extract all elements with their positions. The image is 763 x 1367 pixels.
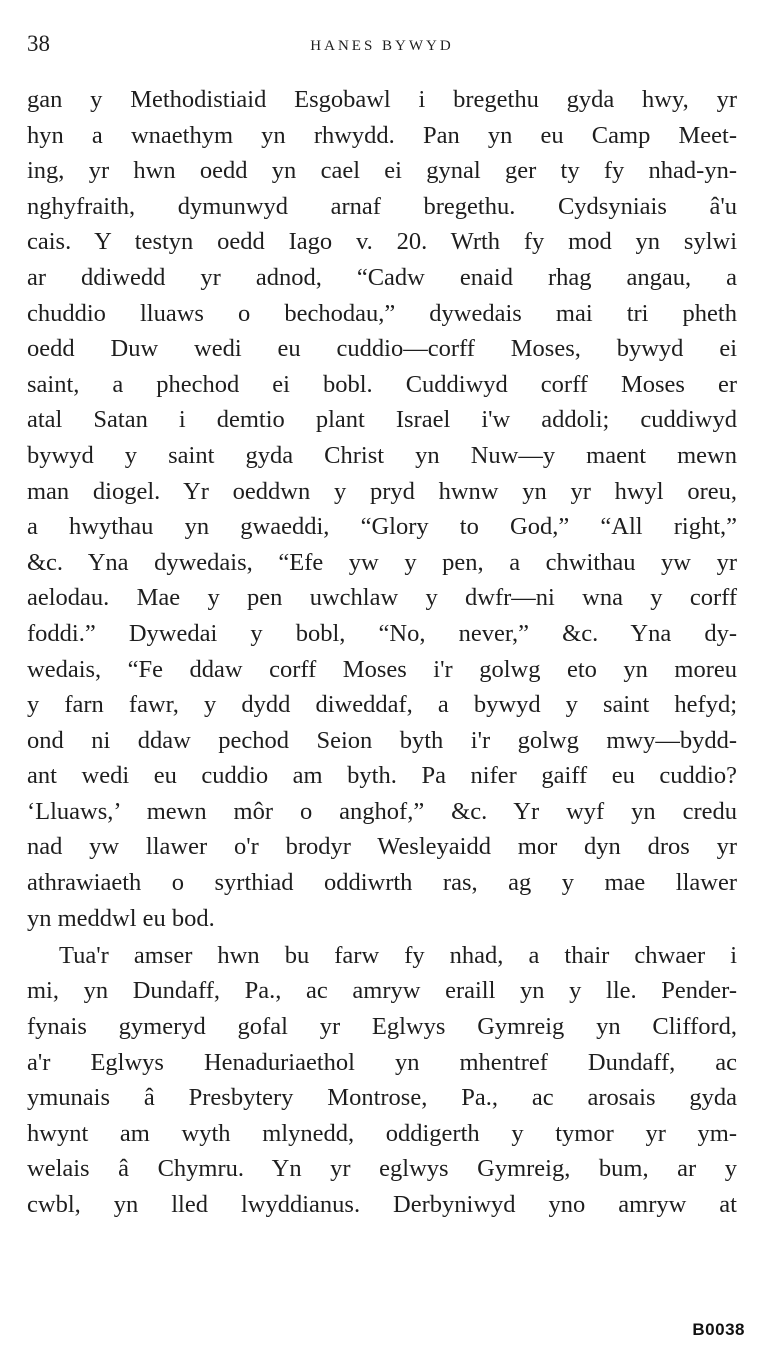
text-line: wedais, “Fe ddaw corff Moses i'r golwg eto yn moreu: [27, 655, 737, 683]
text-line: ymunais â Presbytery Montrose, Pa., ac arosais gyda: [27, 1084, 737, 1112]
text-line: a'r Eglwys Henaduriaethol yn mhentref Dundaff, ac: [27, 1048, 737, 1076]
text-line: oedd Duw wedi eu cuddio—corff Moses, bywyd ei: [27, 335, 737, 363]
catalog-id: B0038: [692, 1320, 745, 1339]
text-line: hyn a wnaethym yn rhwydd. Pan yn eu Camp Meet-: [27, 121, 737, 149]
text-line: saint, a phechod ei bobl. Cuddiwyd corff Moses er: [27, 370, 737, 398]
text-line: &c. Yna dywedais, “Efe yw y pen, a chwithau yw yr: [27, 548, 737, 576]
text-line: nghyfraith, dymunwyd arnaf bregethu. Cydsyniais â'u: [27, 192, 737, 220]
text-line: foddi.” Dywedai y bobl, “No, never,” &c. Yna dy-: [27, 619, 737, 647]
text-line: cwbl, yn lled lwyddianus. Derbyniwyd yno amryw at: [27, 1190, 737, 1218]
body-text: [27, 82, 737, 1223]
text-line: ar ddiwedd yr adnod, “Cadw enaid rhag angau, a: [27, 263, 737, 291]
text-line: mi, yn Dundaff, Pa., ac amryw eraill yn y lle. Pender-: [27, 977, 737, 1005]
text-line: welais â Chymru. Yn yr eglwys Gymreig, bum, ar y: [27, 1155, 737, 1183]
text-line: ‘Lluaws,’ mewn môr o anghof,” &c. Yr wyf yn credu: [27, 797, 737, 825]
text-line: nad yw llawer o'r brodyr Wesleyaidd mor dyn dros yr: [27, 833, 737, 861]
text-line: yn meddwl eu bod.: [27, 904, 215, 932]
text-line: ant wedi eu cuddio am byth. Pa nifer gaiff eu cuddio?: [27, 762, 737, 790]
text-line: fynais gymeryd gofal yr Eglwys Gymreig yn Clifford,: [27, 1012, 737, 1040]
text-line: aelodau. Mae y pen uwchlaw y dwfr—ni wna y corff: [27, 584, 737, 612]
text-line: atal Satan i demtio plant Israel i'w addoli; cuddiwyd: [27, 406, 737, 434]
text-line: ing, yr hwn oedd yn cael ei gynal ger ty fy nhad-yn-: [27, 157, 737, 185]
text-line: gan y Methodistiaid Esgobawl i bregethu gyda hwy, yr: [27, 86, 737, 113]
text-line: bywyd y saint gyda Christ yn Nuw—y maent mewn: [27, 441, 737, 469]
page-header: [27, 28, 737, 60]
text-line: Tua'r amser hwn bu farw fy nhad, a thair chwaer i: [59, 941, 737, 969]
text-line: ond ni ddaw pechod Seion byth i'r golwg mwy—bydd-: [27, 726, 737, 754]
text-line: hwynt am wyth mlynedd, oddigerth y tymor yr ym-: [27, 1119, 737, 1147]
running-head: HANES BYWYD: [310, 38, 454, 54]
page-number: 38: [27, 31, 50, 56]
text-line: man diogel. Yr oeddwn y pryd hwnw yn yr hwyl oreu,: [27, 477, 737, 505]
text-line: chuddio lluaws o bechodau,” dywedais mai tri pheth: [27, 299, 737, 327]
text-line: y farn fawr, y dydd diweddaf, a bywyd y saint hefyd;: [27, 691, 737, 719]
text-line: a hwythau yn gwaeddi, “Glory to God,” “All right,”: [27, 513, 737, 541]
text-line: cais. Y testyn oedd Iago v. 20. Wrth fy mod yn sylwi: [27, 228, 737, 256]
text-line: athrawiaeth o syrthiad oddiwrth ras, ag y mae llawer: [27, 869, 737, 897]
